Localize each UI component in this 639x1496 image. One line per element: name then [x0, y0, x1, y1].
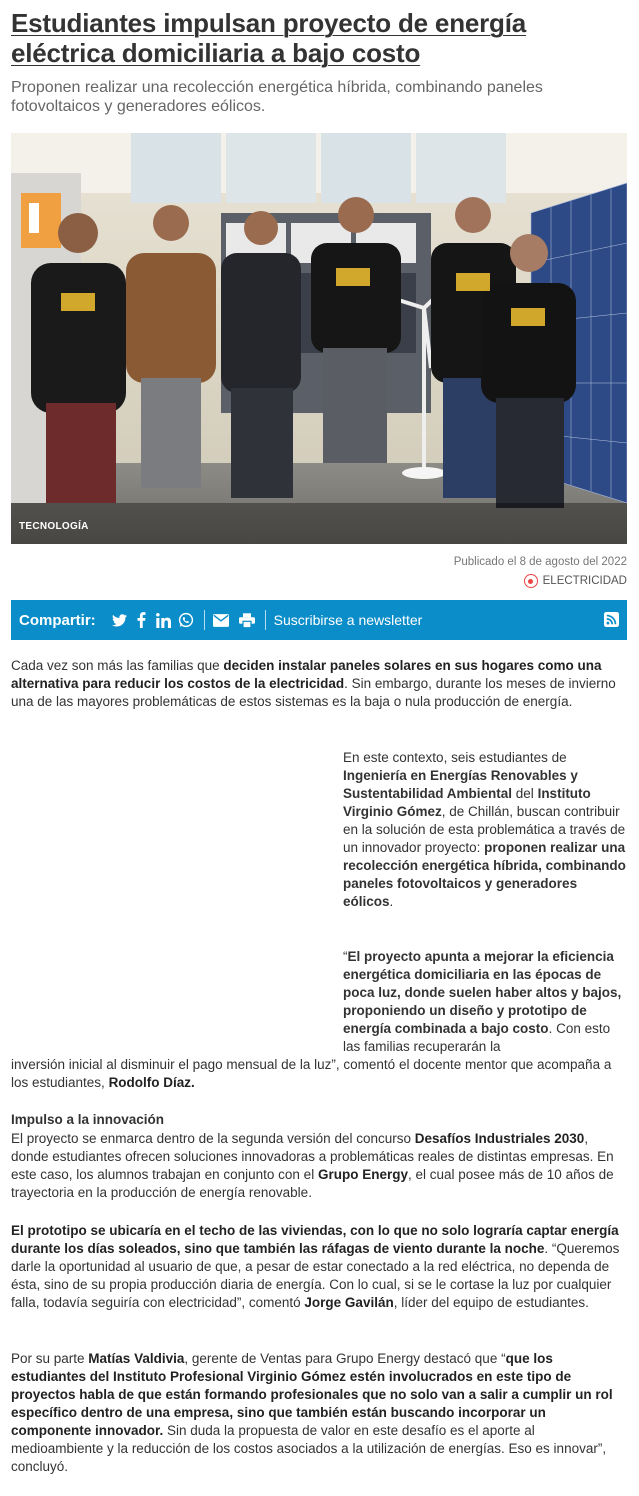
text-run-bold: Jorge Gavilán: [304, 1295, 394, 1310]
article-subtitle: Proponen realizar una recolección energética híbrida, combinando paneles fotovoltaicos y generadores eólicos.: [11, 79, 543, 115]
share-divider: [204, 610, 205, 630]
text-run: del: [512, 786, 538, 801]
text-run: En este contexto, seis estudiantes de: [343, 750, 567, 765]
text-run: , líder del equipo de estudiantes.: [393, 1295, 589, 1310]
text-run-bold: Grupo Energy: [317, 1167, 408, 1182]
print-icon[interactable]: [239, 612, 255, 628]
text-run: . “Queremos darle la oportunidad al usuario de que, a pesar de estar conectado a la red eléctrica, no dependa de ésta, sino de su propia producción diaria de energía. Con lo cual, si se le cortase la luz por cualquier falla, todavía seguiría con electricidad”, comentó: [11, 1241, 620, 1310]
paragraph-quote: [343, 948, 627, 1056]
text-run: “: [343, 949, 348, 964]
paragraph-quote-continued: [11, 1056, 627, 1092]
share-label: Compartir:: [19, 611, 96, 629]
text-run-bold: deciden instalar paneles solares en sus hogares como una alternativa para reducir los costos de la electricidad: [11, 658, 602, 691]
text-run: Por su parte: [11, 1351, 89, 1366]
text-run: inversión inicial al disminuir el pago mensual de la luz”, comentó el docente mentor que acompaña a los estudiantes,: [11, 1057, 612, 1090]
text-run: El proyecto se enmarca dentro de la segunda versión del concurso: [11, 1131, 415, 1146]
category-link[interactable]: [524, 574, 627, 588]
text-run: Cada vez son más las familias que: [11, 658, 224, 673]
category-dot-icon: [524, 574, 538, 588]
text-run-bold: El prototipo se ubicaría en el techo de las viviendas, con lo que no solo lograría captar energía durante los días soleados, sino que también las ráfagas de viento durante la noche: [11, 1223, 619, 1256]
share-divider: [265, 610, 266, 630]
paragraph-context: [343, 749, 627, 911]
text-run-bold: Ingeniería en Energías Renovables y Sustentabilidad Ambiental: [343, 768, 578, 801]
text-run-bold: proponen realizar una recolección energética híbrida, combinando paneles fotovoltaicos y generadores eólicos: [343, 840, 626, 909]
text-run-bold: Instituto Virginio Gómez: [343, 786, 591, 819]
article-hero-image: [11, 133, 627, 544]
category-label[interactable]: ELECTRICIDAD: [542, 575, 627, 587]
section-subheading: Impulso a la innovación: [11, 1112, 165, 1127]
group-photo: [11, 133, 627, 544]
text-run: , el cual posee más de 10 años de trayectoria en la producción de energía renovable.: [11, 1167, 614, 1200]
text-run: . Con esto las familias recuperarán la: [343, 1021, 611, 1054]
text-run-bold: Rodolfo Díaz.: [108, 1075, 195, 1090]
paragraph-intro: [11, 657, 627, 711]
paragraph-closing: [11, 1350, 627, 1476]
newsletter-link[interactable]: Suscribirse a newsletter: [273, 612, 423, 628]
publish-date: Publicado el 8 de agosto del 2022: [453, 556, 627, 568]
paragraph-prototype: [11, 1222, 627, 1312]
whatsapp-icon[interactable]: [178, 612, 194, 628]
text-run-bold: El proyecto apunta a mejorar la eficiencia energética domiciliaria en las épocas de poca luz, donde suelen haber altos y bajos, proponiendo un diseño y prototipo de energía combinada a bajo costo: [343, 949, 622, 1036]
linkedin-icon[interactable]: [156, 612, 172, 628]
share-bar: [11, 600, 627, 640]
paragraph-contest: [11, 1130, 627, 1202]
text-run-bold: que los estudiantes del Instituto Profesional Virginio Gómez estén involucrados en este tipo de proyectos habla de que están formando profesionales que no solo van a salir a cumplir un rol específico dentro de una empresa, sino que también están buscando incorporar un componente innovador.: [11, 1351, 613, 1438]
twitter-icon[interactable]: [112, 612, 128, 628]
email-icon[interactable]: [213, 612, 229, 628]
facebook-icon[interactable]: [134, 612, 150, 628]
text-run: .: [389, 894, 394, 909]
text-run: , de Chillán, buscan contribuir en la solución de esta problemática a través de un innovador proyecto:: [343, 804, 626, 855]
text-run: , gerente de Ventas para Grupo Energy destacó que “: [184, 1351, 506, 1366]
text-run: . Sin embargo, durante los meses de invierno una de las mayores problemáticas de estos sistemas es la baja o nula producción de energía.: [11, 676, 616, 709]
article-title[interactable]: Estudiantes impulsan proyecto de energía eléctrica domiciliaria a bajo costo: [11, 8, 527, 68]
image-category-tag[interactable]: TECNOLOGÍA: [19, 521, 89, 532]
text-run-bold: Matías Valdivia: [88, 1351, 185, 1366]
text-run-bold: Desafíos Industriales 2030: [414, 1131, 585, 1146]
rss-icon[interactable]: [604, 612, 619, 627]
text-run: Sin duda la propuesta de valor en este desafío es el aporte al medioambiente y la reducción de los costos asociados a la utilización de energías. Eso es innovar”, concluyó.: [11, 1423, 607, 1474]
text-run: , donde estudiantes ofrecen soluciones innovadoras a problemáticas reales de distintas empresas. En este caso, los alumnos trabajan en conjunto con el: [11, 1131, 614, 1182]
